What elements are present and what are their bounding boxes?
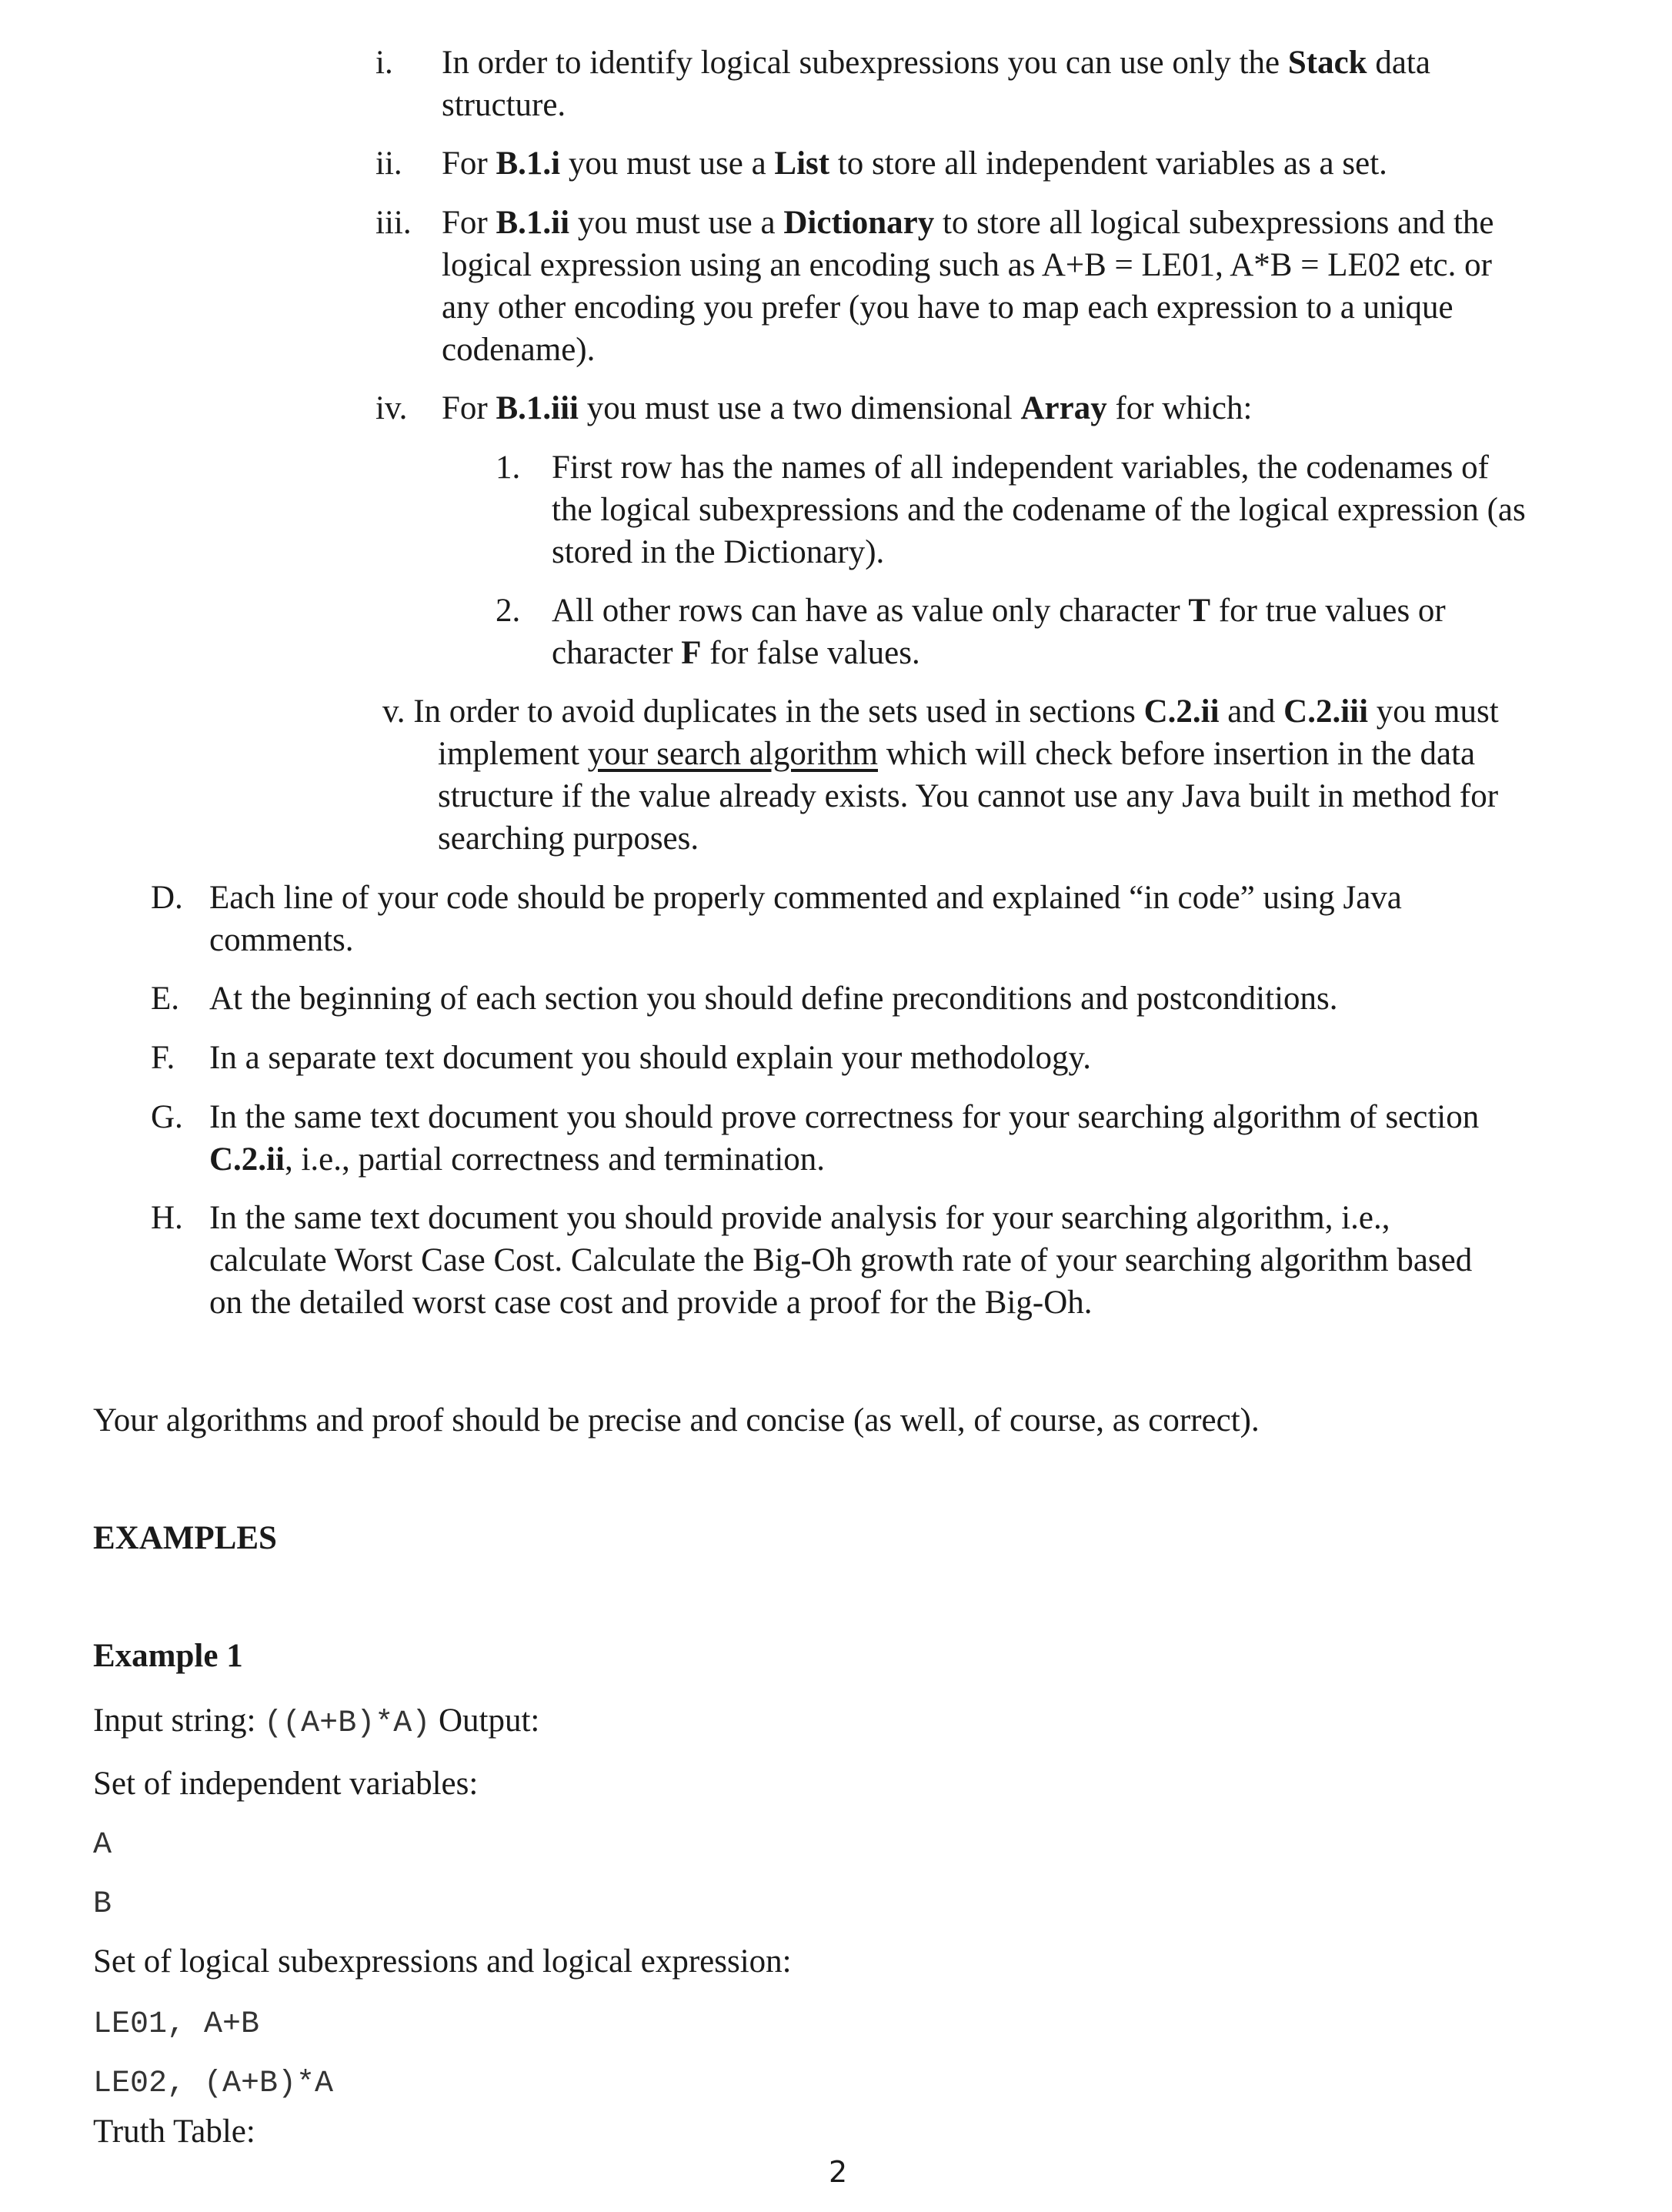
examples-heading: EXAMPLES (93, 1520, 277, 1556)
input-string-value: ((A+B)*A) (264, 1706, 431, 1741)
subexpr-label: Set of logical subexpressions and logical expression: (93, 1943, 792, 1980)
item-i-number: i. (375, 45, 393, 81)
item-F-letter: F. (151, 1040, 175, 1076)
vars-label: Set of independent variables: (93, 1766, 479, 1802)
item-iii-text: For B.1.ii you must use a Dictionary to store all logical subexpressions and the logical expression using an encoding such as A+B = LE01, A*B = LE02 etc. or any other encoding you prefer (you have to map each expression to a unique codename). (442, 205, 1494, 368)
item-E-letter: E. (151, 981, 180, 1017)
item-v-rest: implement your search algorithm which will check before insertion in the data structure if the value already exists. You cannot use any Java built in method for searching purposes. (438, 736, 1499, 857)
sub-item-1-text: First row has the names of all independent variables, the codenames of the logical subexpressions and the codename of the logical expression (as stored in the Dictionary). (552, 449, 1526, 570)
item-ii-text: For B.1.i you must use a List to store all independent variables as a set. (442, 145, 1387, 182)
item-D-letter: D. (151, 880, 183, 916)
subexpr-item: LE02, (A+B)*A (93, 2067, 334, 2101)
var-item: A (93, 1828, 112, 1863)
item-H-letter: H. (151, 1200, 183, 1236)
page-number: 2 (829, 2155, 848, 2189)
truth-table-label: Truth Table: (93, 2113, 255, 2150)
subexpr-item: LE01, A+B (93, 2007, 260, 2042)
search-algorithm-underlined: your search algorithm (587, 736, 878, 772)
sub-item-1-number: 1. (496, 449, 521, 486)
var-item: B (93, 1887, 112, 1922)
item-H-text: In the same text document you should provide analysis for your searching algorithm, i.e., calculate Worst Case Cost. Calculate the Big-Oh growth rate of your searching algorithm based on the detailed worst case cost and provide a proof for the Big-Oh. (209, 1200, 1473, 1321)
item-iv-number: iv. (375, 390, 408, 426)
example-1-title: Example 1 (93, 1638, 243, 1674)
item-ii-number: ii. (375, 145, 402, 182)
sub-item-2-text: All other rows can have as value only character T for true values or character F for false values. (552, 593, 1446, 671)
sub-item-2-number: 2. (496, 593, 521, 629)
item-G-letter: G. (151, 1099, 183, 1135)
input-string-line: Input string: ((A+B)*A) Output: (93, 1702, 540, 1741)
item-F-text: In a separate text document you should explain your methodology. (209, 1040, 1091, 1076)
item-v-line1: v. In order to avoid duplicates in the sets used in sections C.2.ii and C.2.iii you must (382, 693, 1499, 730)
item-E-text: At the beginning of each section you should define preconditions and postconditions. (209, 981, 1338, 1017)
item-iv-text: For B.1.iii you must use a two dimensional Array for which: (442, 390, 1253, 426)
closing-sentence: Your algorithms and proof should be precise and concise (as well, of course, as correct). (93, 1402, 1260, 1438)
item-G-text: In the same text document you should prove correctness for your searching algorithm of section C.2.ii, i.e., partial correctness and termination. (209, 1099, 1480, 1178)
item-i-text: In order to identify logical subexpressions you can use only the Stack data structure. (442, 45, 1430, 123)
item-D-text: Each line of your code should be properly commented and explained “in code” using Java comments. (209, 880, 1402, 958)
item-iii-number: iii. (375, 205, 412, 241)
